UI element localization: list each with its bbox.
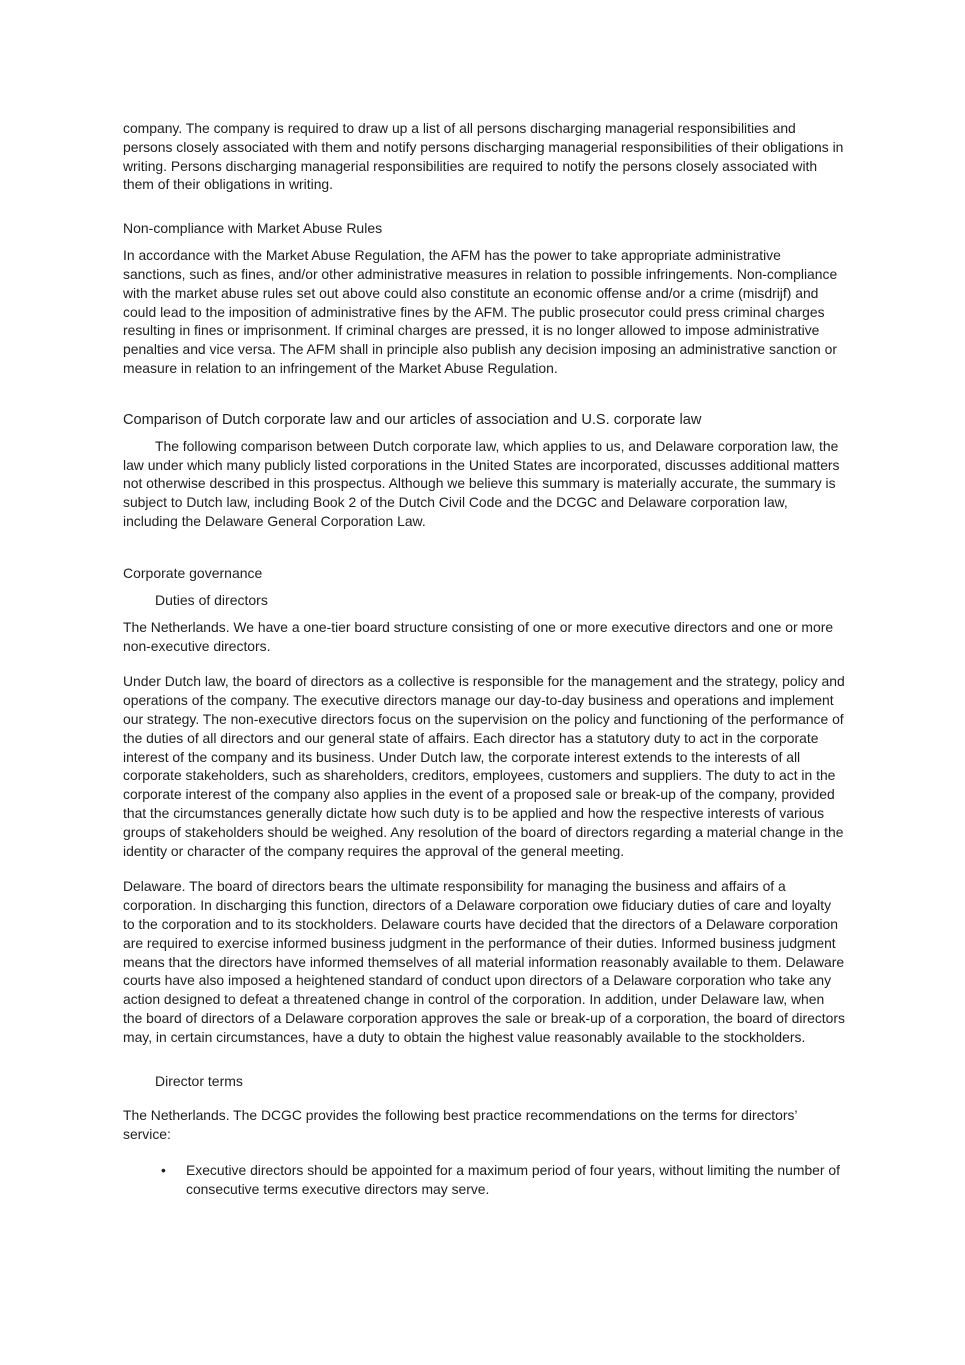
recommendations-list — [123, 1161, 845, 1199]
document-page — [123, 119, 845, 1199]
noncompliance-heading: Non-compliance with Market Abuse Rules — [123, 220, 383, 237]
list-item — [123, 1161, 845, 1199]
duties-delaware-paragraph: Delaware. The board of directors bears the ultimate responsibility for managing the business and affairs of a corporation. In discharging this function, directors of a Delaware corporation owe fiduciary duties of care and loyalty to the corporation and to its stockholders. Delaware courts have decided that the directors of a Delaware corporation are required to exercise informed business judgment in the performance of their duties. Informed business judgment means that the directors have informed themselves of all material information reasonably available to them. Delaware courts have also imposed a heightened standard of conduct upon directors of a Delaware corporation who take any action designed to defeat a threatened change in control of the corporation. In addition, under Delaware law, when the board of directors of a Delaware corporation approves the sale or break-up of a corporation, the board of directors may, in certain circumstances, have a duty to obtain the highest value reasonably available to the stockholders. — [123, 878, 845, 1045]
intro-paragraph: company. The company is required to draw up a list of all persons discharging managerial responsibilities and persons closely associated with them and notify persons discharging managerial responsibilities of their obligations in writing. Persons discharging managerial responsibilities are required to notify the persons closely associated with them of their obligations in writing. — [123, 120, 844, 193]
bullet-icon: • — [161, 1162, 166, 1179]
comparison-paragraph: The following comparison between Dutch corporate law, which applies to us, and Delaware corporation law, the law under which many publicly listed corporations in the United States are incorporated, discusses additional matters not otherwise described in this prospectus. Although we believe this summary is materially accurate, the summary is subject to Dutch law, including Book 2 of the Dutch Civil Code and the DCGC and Delaware corporation law, including the Delaware General Corporation Law. — [123, 437, 840, 529]
duties-netherlands-paragraph-1: The Netherlands. We have a one-tier board structure consisting of one or more executive directors and one or more non-executive directors. — [123, 618, 834, 654]
list-item-text: Executive directors should be appointed for a maximum period of four years, without limiting the number of consecutive terms executive directors may serve. — [186, 1162, 840, 1197]
director-terms-heading: Director terms — [155, 1073, 243, 1090]
noncompliance-paragraph: In accordance with the Market Abuse Regulation, the AFM has the power to take appropriate administrative sanctions, such as fines, and/or other administrative measures in relation to possible infringements. Non-compliance with the market abuse rules set out above could also constitute an economic offense and/or a crime (misdrijf) and could lead to the imposition of administrative fines by the AFM. The public prosecutor could press criminal charges resulting in fines or imprisonment. If criminal charges are pressed, it is no longer allowed to impose administrative penalties and vice versa. The AFM shall in principle also publish any decision imposing an administrative sanction or measure in relation to an infringement of the Market Abuse Regulation. — [123, 247, 838, 376]
comparison-heading: Comparison of Dutch corporate law and our articles of association and U.S. corporate law — [123, 411, 702, 428]
duties-netherlands-paragraph-2: Under Dutch law, the board of directors as a collective is responsible for the management and the strategy, policy and operations of the company. The executive directors manage our day-to-day business and operations and implement our strategy. The non-executive directors focus on the supervision on the policy and functioning of the performance of the duties of all directors and our general state of affairs. Each director has a statutory duty to act in the corporate interest of the company and its business. Under Dutch law, the corporate interest extends to the interests of all corporate stakeholders, such as shareholders, creditors, employees, customers and suppliers. The duty to act in the corporate interest of the company also applies in the event of a proposed sale or break-up of the company, provided that the circumstances generally dictate how such duty is to be applied and how the respective interests of various groups of stakeholders should be weighed. Any resolution of the board of directors regarding a material change in the identity or character of the company requires the approval of the general meeting. — [123, 673, 845, 859]
governance-heading: Corporate governance — [123, 564, 263, 581]
duties-heading: Duties of directors — [155, 591, 268, 608]
terms-netherlands-paragraph: The Netherlands. The DCGC provides the following best practice recommendations on the terms for directors’ service: — [123, 1107, 798, 1143]
